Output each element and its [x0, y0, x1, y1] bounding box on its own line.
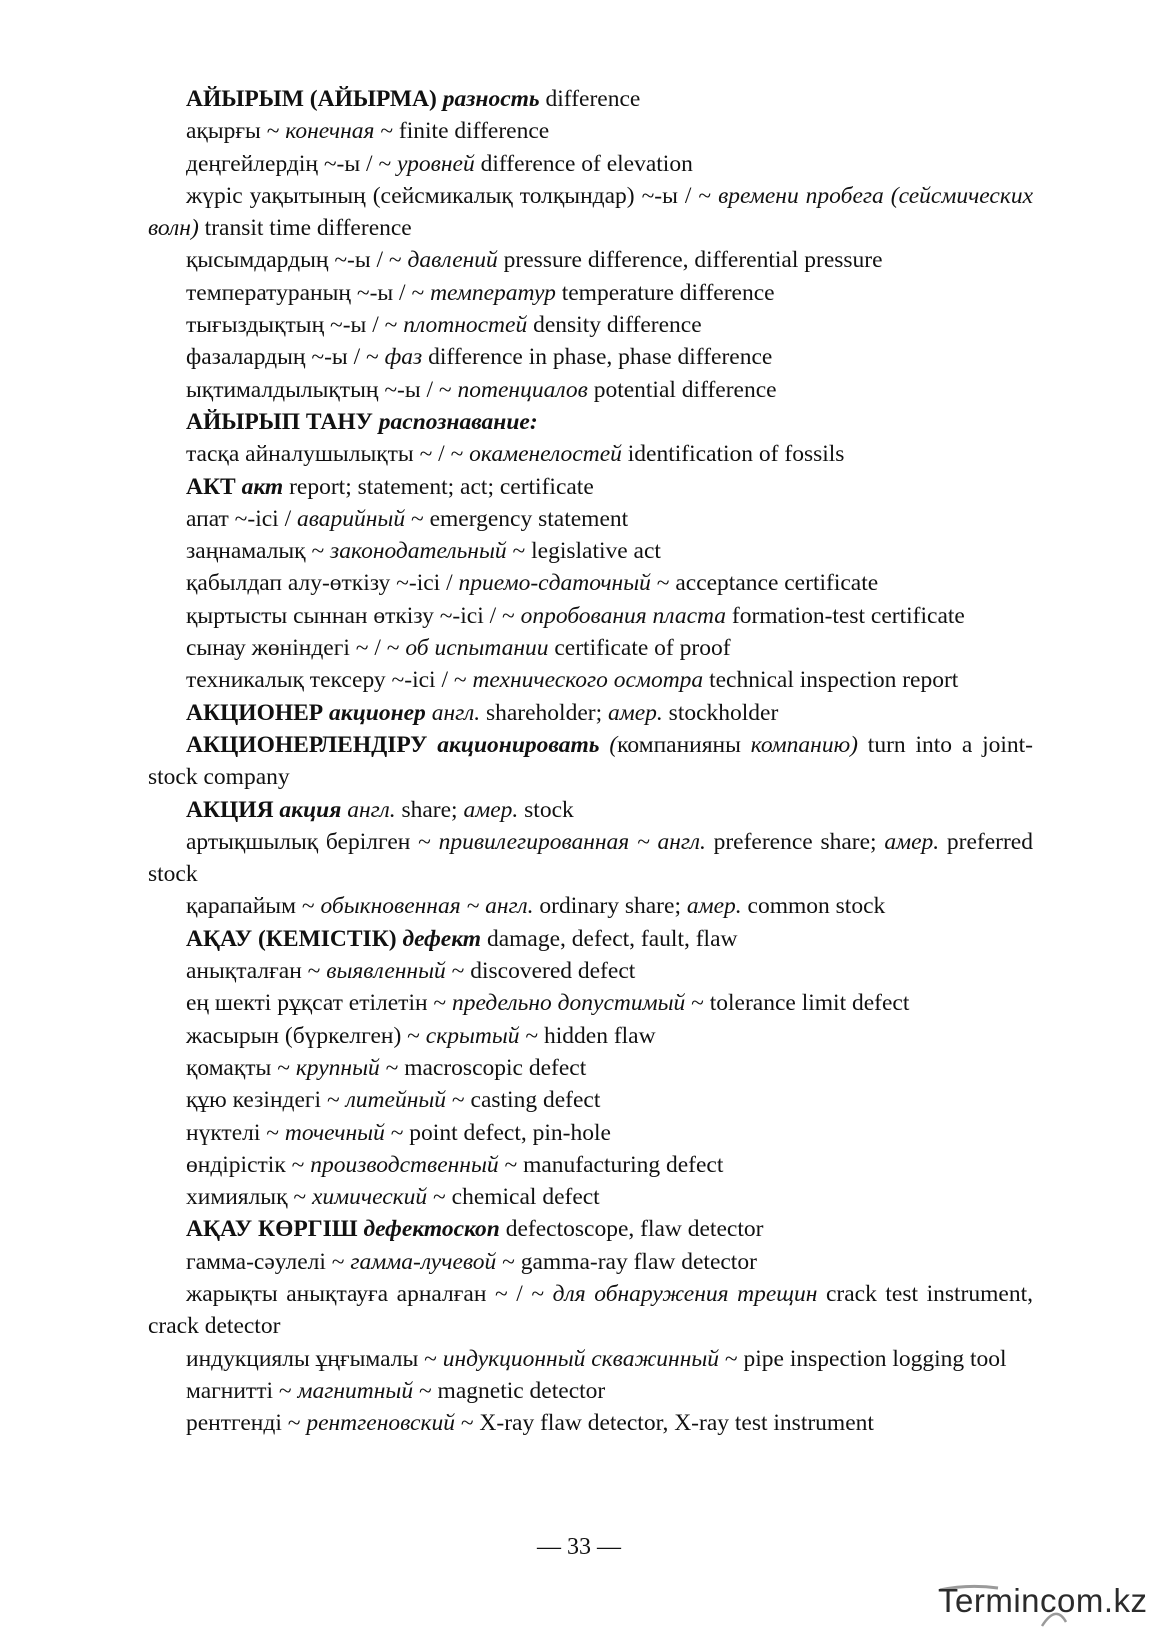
- russian-term: аварийный: [296, 505, 406, 532]
- russian-term: магнитный: [297, 1377, 414, 1404]
- term-text: компанияны: [617, 731, 751, 758]
- russian-headword: распознавание:: [378, 408, 538, 435]
- term-text: тасқа айналушылықты ~ / ~: [186, 441, 470, 468]
- term-text: жарықты анықтауға арналған ~ / ~: [186, 1280, 553, 1307]
- russian-term: выявленный: [326, 958, 446, 985]
- dictionary-entry: [148, 1375, 1033, 1407]
- dictionary-entry: [148, 600, 1033, 632]
- term-text: formation-test certificate: [726, 602, 965, 629]
- term-text: химиялық ~: [186, 1184, 312, 1211]
- headword: АҚАУ (КЕМІСТІК): [186, 925, 403, 952]
- term-text: өндірістік ~: [186, 1151, 311, 1178]
- logo-text: Termincom.kz: [938, 1582, 1148, 1619]
- russian-term: времени пробега (сейсмических волн): [148, 182, 1033, 242]
- term-text: құю кезіндегі ~: [186, 1087, 346, 1114]
- term-text: preferred stock: [148, 828, 1033, 888]
- term-text: ~ gamma-ray flaw detector: [496, 1248, 757, 1275]
- term-text: магнитті ~: [186, 1377, 298, 1404]
- dictionary-entry: [148, 1052, 1033, 1084]
- russian-term: химический: [311, 1184, 428, 1211]
- term-text: identification of fossils: [621, 441, 845, 468]
- dictionary-entry: [148, 632, 1033, 664]
- dictionary-entry: [148, 341, 1033, 373]
- headword: АКЦИОНЕРЛЕНДІРУ: [186, 731, 438, 758]
- dictionary-entry: [148, 826, 1033, 891]
- term-text: potential difference: [587, 376, 777, 403]
- russian-headword: акт: [241, 473, 284, 500]
- dictionary-entry: [148, 1117, 1033, 1149]
- term-text: report; statement; act; certificate: [283, 473, 594, 500]
- term-text: ~ macroscopic defect: [379, 1054, 587, 1081]
- term-text: common stock: [741, 893, 886, 920]
- term-text: артықшылық берілген ~: [186, 828, 439, 855]
- russian-term: температур: [430, 279, 556, 306]
- term-text: техникалық тексеру ~-ісі / ~: [186, 667, 473, 694]
- term-text: қысымдардың ~-ы / ~: [186, 247, 408, 274]
- dictionary-entry: [148, 438, 1033, 470]
- dictionary-entry: [148, 1407, 1033, 1439]
- termincom-logo: [938, 1582, 1153, 1630]
- russian-term: компанию): [750, 731, 858, 758]
- term-text: ~ X-ray flaw detector, X-ray test instrument: [454, 1410, 874, 1437]
- dictionary-entry: [148, 890, 1033, 922]
- dictionary-entry: [148, 567, 1033, 599]
- headword: АҚАУ КӨРГІШ: [186, 1216, 364, 1243]
- dictionary-entry: [148, 955, 1033, 987]
- russian-headword: акция: [279, 796, 342, 823]
- term-text: ~ chemical defect: [427, 1184, 600, 1211]
- page-number: — 33 —: [537, 1534, 621, 1560]
- term-text: ақырғы ~: [186, 118, 286, 145]
- dictionary-entry: [148, 1246, 1033, 1278]
- russian-term: потенциалов: [457, 376, 588, 403]
- term-text: shareholder;: [480, 699, 608, 726]
- dictionary-entry: [148, 309, 1033, 341]
- dictionary-entry: [148, 1149, 1033, 1181]
- term-text: сынау жөніндегі ~ / ~: [186, 635, 406, 662]
- term-text: technical inspection report: [703, 667, 959, 694]
- term-text: ~ casting defect: [446, 1087, 601, 1114]
- dictionary-entry: [148, 923, 1033, 955]
- term-text: ~ manufacturing defect: [498, 1151, 724, 1178]
- term-text: stockholder: [662, 699, 779, 726]
- russian-term: конечная: [285, 118, 375, 145]
- term-text: анықталған ~: [186, 958, 327, 985]
- russian-term: привилегированная ~ англ.: [438, 828, 706, 855]
- dictionary-entry: [148, 374, 1033, 406]
- russian-term: окаменелостей: [469, 441, 622, 468]
- russian-term: рентгеновский: [306, 1410, 455, 1437]
- term-text: жасырын (бүркелген) ~: [186, 1022, 426, 1049]
- dictionary-entry: [148, 471, 1033, 503]
- term-text: certificate of proof: [548, 635, 731, 662]
- dictionary-entry: [148, 180, 1033, 245]
- dictionary-entry: [148, 697, 1033, 729]
- russian-term: литейный: [345, 1087, 447, 1114]
- term-text: ~ acceptance certificate: [650, 570, 879, 597]
- dictionary-entry: [148, 535, 1033, 567]
- term-text: ~ legislative act: [506, 538, 661, 565]
- term-text: temperature difference: [555, 279, 775, 306]
- term-text: difference in phase, phase difference: [422, 344, 773, 371]
- russian-headword: акционировать: [437, 731, 600, 758]
- dictionary-entry: [148, 1181, 1033, 1213]
- term-text: заңнамалық ~: [186, 538, 331, 565]
- term-text: difference of elevation: [474, 150, 693, 177]
- dictionary-entry: [148, 406, 1033, 438]
- term-text: қыртысты сыннан өткізу ~-ісі / ~: [186, 602, 521, 629]
- dictionary-entry: [148, 1084, 1033, 1116]
- russian-term: амер.: [686, 893, 742, 920]
- russian-term: уровней: [397, 150, 475, 177]
- term-text: crack test instrument, crack detector: [148, 1280, 1033, 1340]
- term-text: ~ emergency statement: [405, 505, 629, 532]
- russian-headword: акционер: [329, 699, 426, 726]
- dictionary-body: [148, 83, 1033, 1439]
- dictionary-entry: [148, 1343, 1033, 1375]
- term-text: қарапайым ~: [186, 893, 321, 920]
- term-text: ~ finite difference: [374, 118, 550, 145]
- russian-term: амер.: [463, 796, 519, 823]
- headword: АКТ: [186, 473, 242, 500]
- term-text: фазалардың ~-ы / ~: [186, 344, 385, 371]
- headword: АКЦИОНЕР: [186, 699, 330, 726]
- term-text: difference: [539, 86, 641, 112]
- term-text: pressure difference, differential pressure: [497, 247, 883, 274]
- russian-term: приемо-сдаточный: [458, 570, 651, 597]
- headword: АЙЫРЫМ (АЙЫРМА): [186, 86, 443, 112]
- term-text: нүктелі ~: [186, 1119, 285, 1146]
- russian-term: об испытании: [405, 635, 549, 662]
- term-text: stock: [518, 796, 574, 823]
- term-text: ~ hidden flaw: [519, 1022, 656, 1049]
- term-text: ~ pipe inspection logging tool: [719, 1345, 1007, 1372]
- term-text: ықтималдылықтың ~-ы / ~: [186, 376, 458, 403]
- term-text: ең шекті рұқсат етілетін ~: [186, 990, 453, 1017]
- russian-term: опробования пласта: [520, 602, 727, 629]
- dictionary-entry: [148, 115, 1033, 147]
- term-text: ordinary share;: [533, 893, 687, 920]
- dictionary-entry: [148, 1278, 1033, 1343]
- russian-term: крупный: [295, 1054, 380, 1081]
- russian-term: плотностей: [403, 312, 528, 339]
- term-text: индукциялы ұңғымалы ~: [186, 1345, 443, 1372]
- term-text: температураның ~-ы / ~: [186, 279, 431, 306]
- dictionary-entry: [148, 277, 1033, 309]
- term-text: рентгенді ~: [186, 1410, 307, 1437]
- russian-term: производственный: [310, 1151, 499, 1178]
- term-text: қабылдап алу-өткізу ~-ісі /: [186, 570, 459, 597]
- headword: АЙЫРЫП ТАНУ: [186, 408, 379, 435]
- russian-term: амер.: [884, 828, 940, 855]
- dictionary-entry: [148, 794, 1033, 826]
- russian-headword: дефектоскоп: [363, 1216, 500, 1243]
- russian-term: индукционный скважинный: [442, 1345, 720, 1372]
- russian-term: фаз: [384, 344, 423, 371]
- term-text: ~ magnetic detector: [413, 1377, 606, 1404]
- russian-term: точечный: [284, 1119, 385, 1146]
- dictionary-entry: [148, 987, 1033, 1019]
- term-text: апат ~-ісі /: [186, 505, 297, 532]
- term-text: жүріс уақытының (сейсмикалық толқындар) ~-ы / ~: [186, 182, 719, 209]
- russian-headword: разность: [442, 86, 540, 112]
- dictionary-entry: [148, 503, 1033, 535]
- term-text: гамма-сәулелі ~: [186, 1248, 351, 1275]
- russian-term: давлений: [407, 247, 498, 274]
- term-text: қомақты ~: [186, 1054, 296, 1081]
- term-text: transit time difference: [198, 215, 412, 242]
- russian-term: англ.: [431, 699, 481, 726]
- russian-term: англ.: [347, 796, 396, 823]
- term-text: turn into a joint-stock company: [148, 731, 1033, 791]
- term-text: preference share;: [705, 828, 885, 855]
- dictionary-entry: [148, 83, 1033, 115]
- term-text: тығыздықтың ~-ы / ~: [186, 312, 404, 339]
- russian-term: (: [609, 731, 618, 758]
- russian-term: предельно допустимый: [452, 990, 686, 1017]
- dictionary-entry: [148, 244, 1033, 276]
- term-text: деңгейлердің ~-ы / ~: [186, 150, 398, 177]
- russian-term: скрытый: [425, 1022, 520, 1049]
- dictionary-entry: [148, 1213, 1033, 1245]
- term-text: ~ discovered defect: [445, 958, 636, 985]
- dictionary-entry: [148, 664, 1033, 696]
- dictionary-entry: [148, 1020, 1033, 1052]
- term-text: [600, 732, 610, 758]
- term-text: density difference: [527, 312, 702, 339]
- dictionary-entry: [148, 729, 1033, 794]
- term-text: share;: [395, 796, 464, 823]
- russian-term: обыкновенная ~ англ.: [320, 893, 534, 920]
- russian-headword: дефект: [402, 925, 482, 952]
- term-text: damage, defect, fault, flaw: [481, 925, 738, 952]
- term-text: ~ point defect, pin-hole: [384, 1119, 611, 1146]
- russian-term: законодательный: [330, 538, 507, 565]
- dictionary-entry: [148, 148, 1033, 180]
- term-text: defectoscope, flaw detector: [499, 1216, 764, 1243]
- russian-term: амер.: [607, 699, 663, 726]
- term-text: ~ tolerance limit defect: [685, 990, 910, 1017]
- russian-term: для обнаружения трещин: [552, 1280, 818, 1307]
- russian-term: технического осмотра: [472, 667, 704, 694]
- headword: АКЦИЯ: [186, 796, 280, 823]
- russian-term: гамма-лучевой: [350, 1248, 497, 1275]
